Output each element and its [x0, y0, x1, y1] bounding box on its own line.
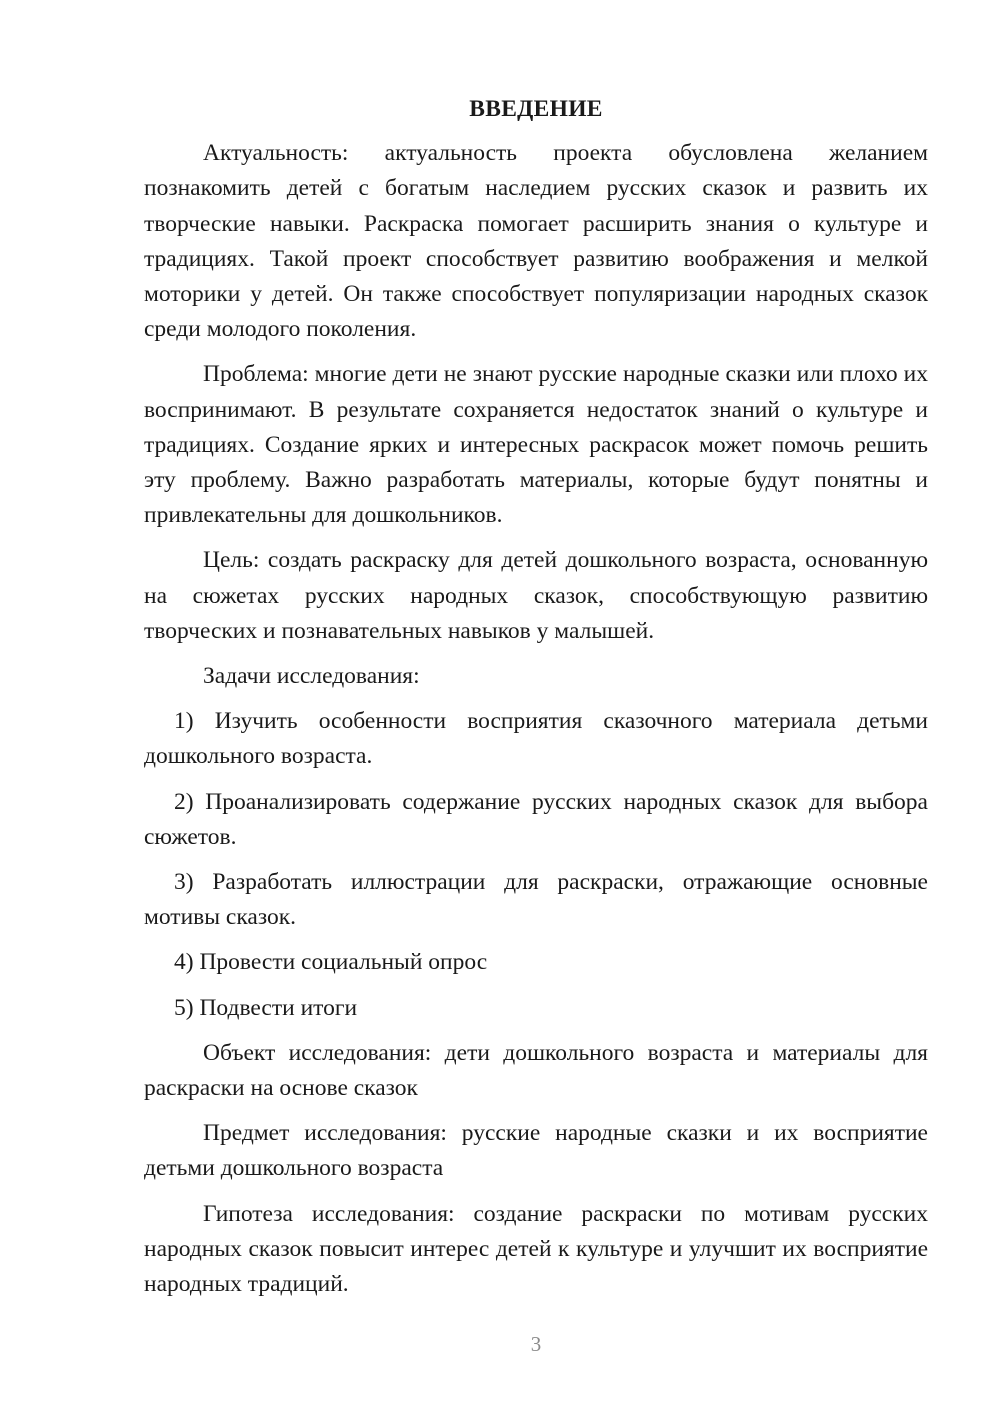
paragraph-problem: Проблема: многие дети не знают русские народные сказки или плохо их воспринимают. В результате сохраняется недостаток знаний о культуре и традициях. Создание ярких и интересных раскрасок может помочь решить эту проблему. Важно разработать материалы, которые будут понятны и привлекательны для дошкольников.	[144, 361, 928, 529]
paragraph-goal: Цель: создать раскраску для детей дошкольного возраста, основанную на сюжетах русских народных сказок, способствующую развитию творческих и познавательных навыков у малышей.	[144, 547, 928, 644]
paragraph-object: Объект исследования: дети дошкольного возраста и материалы для раскраски на основе сказок	[144, 1039, 928, 1102]
paragraph-hypothesis: Гипотеза исследования: создание раскраски по мотивам русских народных сказок повысит интерес детей к культуре и улучшит их восприятие народных традиций.	[144, 1200, 928, 1298]
task-item-1: 1) Изучить особенности восприятия сказочного материала детьми дошкольного возраста.	[144, 708, 928, 770]
paragraph-tasks-intro: Задачи исследования:	[203, 663, 420, 690]
page-number: 3	[530, 1332, 542, 1356]
task-item-4: 4) Провести социальный опрос	[174, 949, 488, 976]
task-item-5: 5) Подвести итоги	[174, 994, 358, 1021]
paragraph-relevance: Актуальность: актуальность проекта обусловлена желанием познакомить детей с богатым наследием русских сказок и развить их творческие навыки. Раскраска помогает расширить знания о культуре и традициях. Такой проект способствует развитию воображения и мелкой моторики у детей. Он также способствует популяризации народных сказок среди молодого поколения.	[144, 140, 928, 343]
document-page	[144, 92, 928, 1312]
paragraph-subject: Предмет исследования: русские народные сказки и их восприятие детьми дошкольного возраста	[144, 1120, 928, 1182]
section-heading: ВВЕДЕНИЕ	[469, 96, 603, 122]
task-item-2: 2) Проанализировать содержание русских народных сказок для выбора сюжетов.	[144, 788, 928, 850]
task-item-3: 3) Разработать иллюстрации для раскраски, отражающие основные мотивы сказок.	[144, 869, 928, 931]
